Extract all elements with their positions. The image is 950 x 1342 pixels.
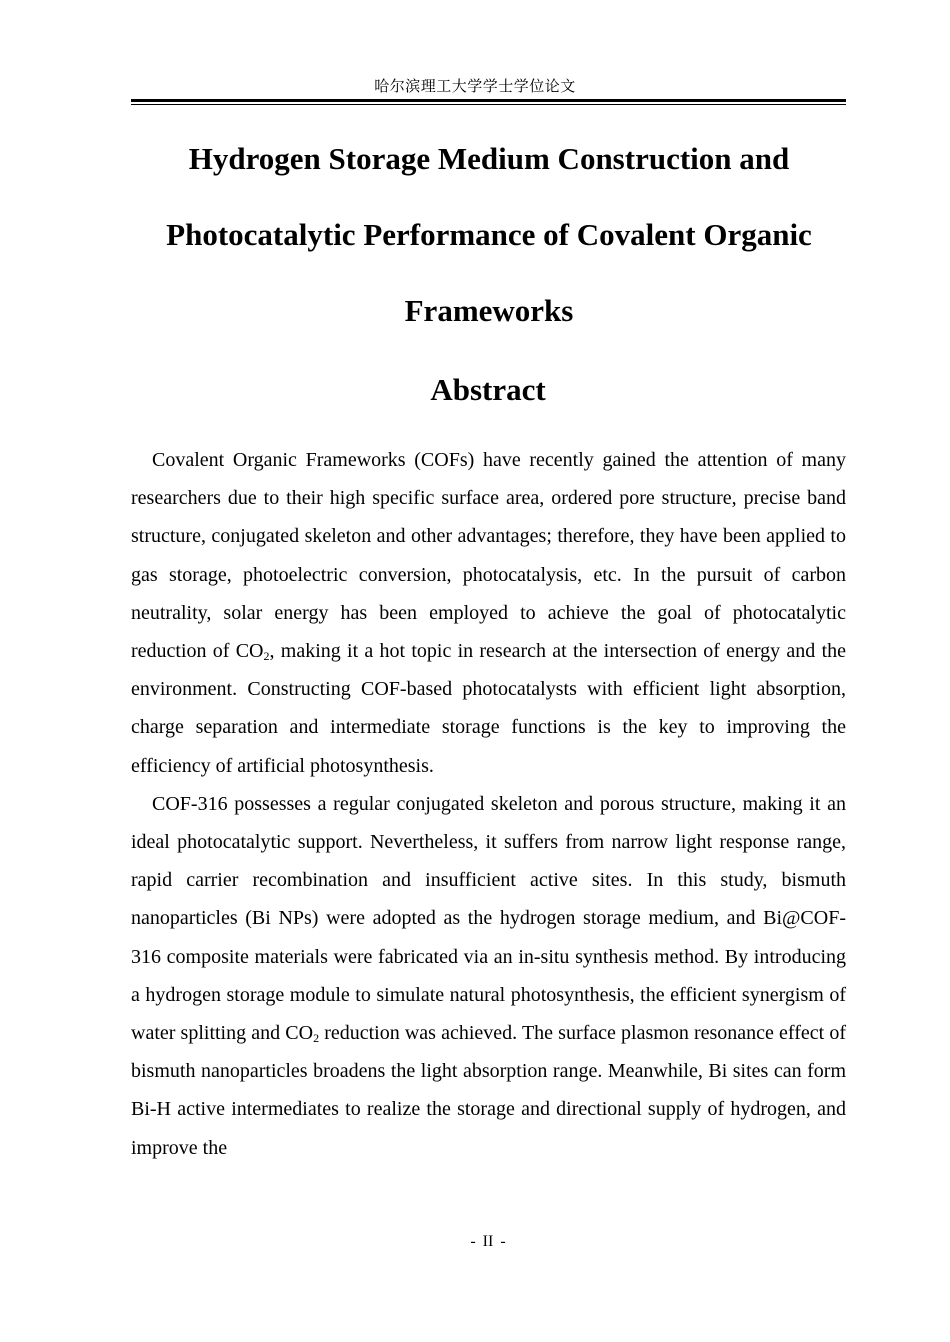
thesis-title: Hydrogen Storage Medium Construction and Photocatalytic Performance of Covalent Organic Frameworks — [166, 141, 812, 328]
paragraph-1-text-a: Covalent Organic Frameworks (COFs) have recently gained the attention of many researchers due to their high specific surface area, ordered pore structure, precise band structure, conjugated skeleton and other advantages; therefore, they have been applied to gas storage, photoelectric conversion, photocatalysis, etc. In the pursuit of carbon neutrality, solar energy has been employed to achieve the goal of photocatalytic reduction of CO — [131, 449, 846, 663]
page-number: - II - — [470, 1233, 506, 1250]
paragraph-1-text-b: , making it a hot topic in research at the intersection of energy and the environment. Constructing COF-based photocatalysts with efficient light absorption, charge separation and intermediate storage functions is the key to improving the efficiency of artificial photosynthesis. — [131, 640, 846, 777]
abstract-heading: Abstract — [430, 372, 546, 407]
abstract-body — [131, 441, 846, 1167]
header-text: 哈尔滨理工大学学士学位论文 — [374, 79, 576, 95]
abstract-paragraph-2 — [131, 785, 846, 1167]
co2-subscript: 2 — [313, 1031, 320, 1046]
co2-subscript: 2 — [263, 649, 270, 664]
paragraph-2-text-a: COF-316 possesses a regular conjugated skeleton and porous structure, making it an ideal photocatalytic support. Nevertheless, it suffers from narrow light response range, rapid carrier recombination and insufficient active sites. In this study, bismuth nanoparticles (Bi NPs) were adopted as the hydrogen storage medium, and Bi@COF-316 composite materials were fabricated via an in-situ synthesis method. By introducing a hydrogen storage module to simulate natural photosynthesis, the efficient synergism of water splitting and CO — [131, 792, 846, 1045]
header-rule-thin — [131, 104, 846, 105]
abstract-paragraph-1 — [131, 441, 846, 785]
paragraph-2-text-b: reduction was achieved. The surface plasmon resonance effect of bismuth nanoparticles broadens the light absorption range. Meanwhile, Bi sites can form Bi-H active intermediates to realize the storage and directional supply of hydrogen, and improve the — [131, 1022, 846, 1159]
header-rule-thick — [131, 99, 846, 102]
